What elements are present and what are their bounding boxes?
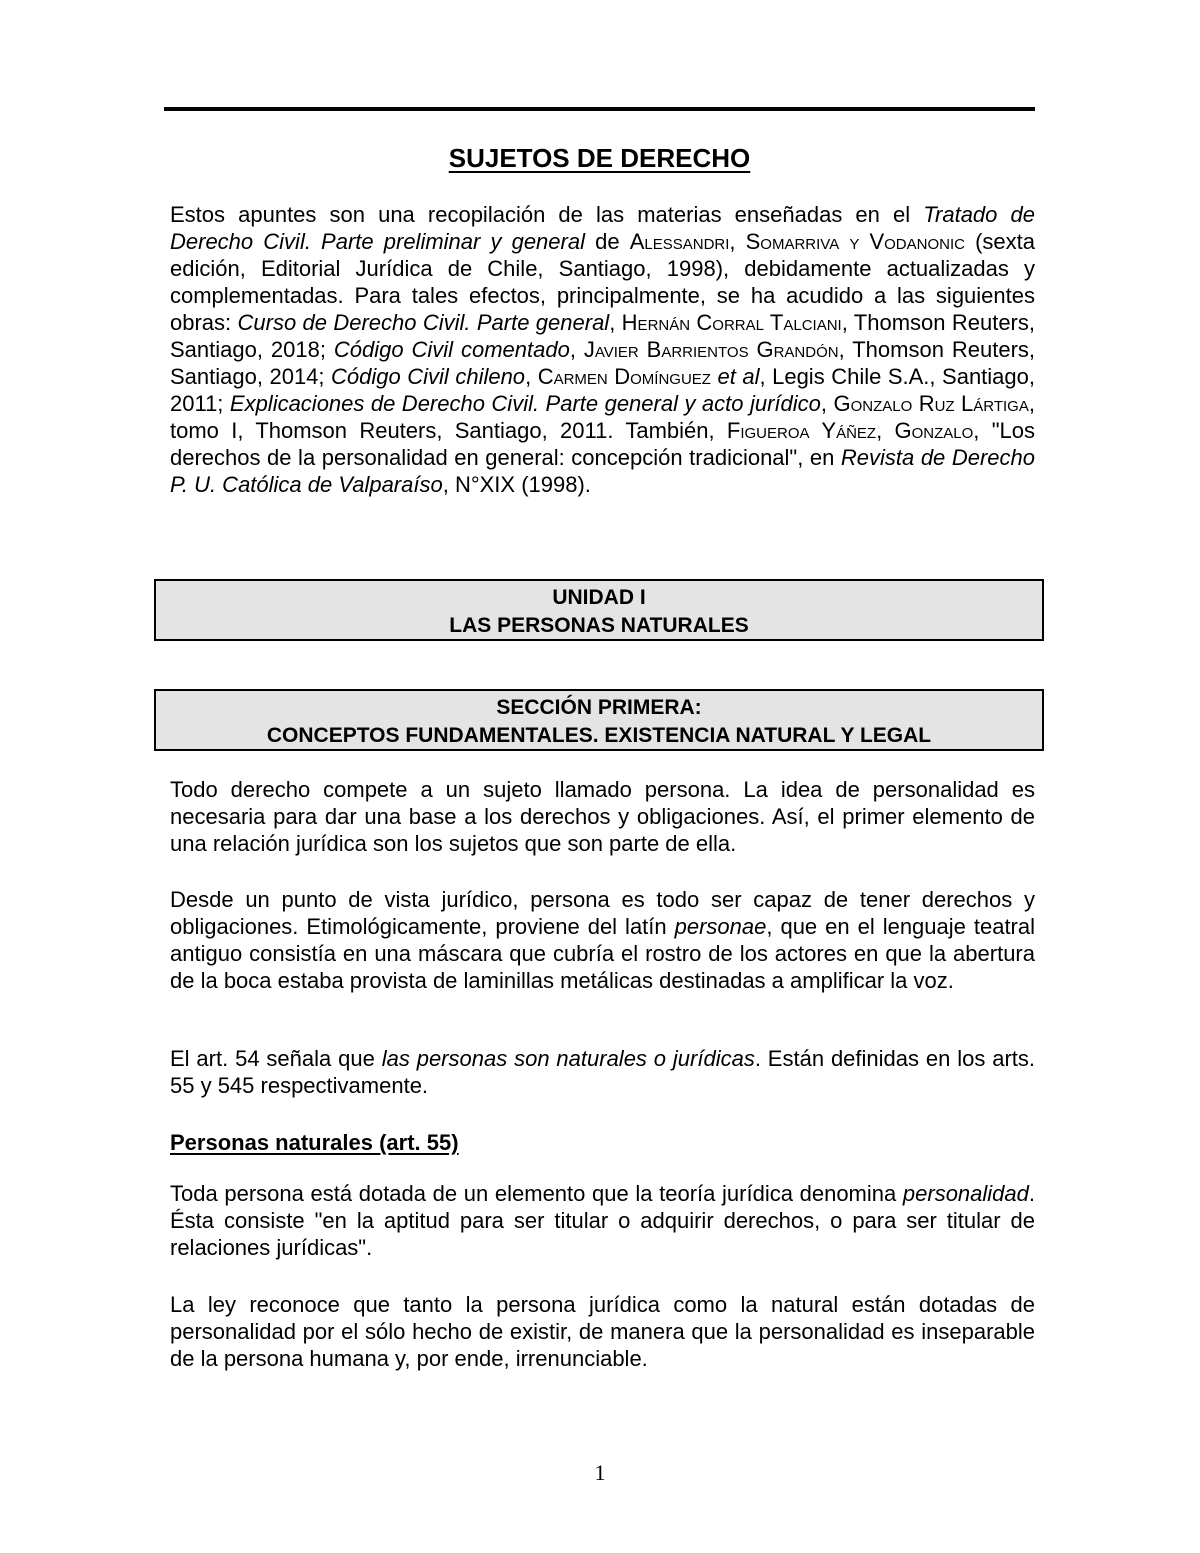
- book-title: Tratado de Derecho Civil. Parte preliminar y general: [170, 202, 1035, 254]
- seccion-label: SECCIÓN PRIMERA:: [496, 696, 702, 719]
- intro-text: , Legis Chile S.A., Santiago, 2011;: [170, 364, 1036, 416]
- subheading-personas-naturales: Personas naturales (art. 55): [170, 1130, 459, 1155]
- book-title: Explicaciones de Derecho Civil. Parte general y acto jurídico: [229, 391, 821, 416]
- author-name: Figueroa Yáñez, Gonzalo: [726, 418, 974, 443]
- latin-term: personae: [674, 914, 767, 939]
- journal-title: Revista de Derecho P. U. Católica de Valparaíso: [170, 445, 1035, 497]
- term-personalidad: personalidad: [902, 1181, 1029, 1206]
- quoted-article: las personas son naturales o jurídicas: [381, 1046, 755, 1071]
- et-al: et al: [717, 364, 760, 389]
- intro-text: Estos apuntes son una recopilación de las materias enseñadas en el: [170, 202, 924, 227]
- document-title: SUJETOS DE DERECHO: [448, 143, 751, 173]
- author-name: Carmen Domínguez: [537, 364, 711, 389]
- author-name: Hernán Corral Talciani: [621, 310, 842, 335]
- paragraph-text: Toda persona está dotada de un elemento que la teoría jurídica denomina: [170, 1181, 903, 1206]
- unidad-heading-box: [154, 579, 1044, 641]
- intro-text: , tomo I, Thomson Reuters, Santiago, 2011. También,: [170, 391, 1035, 443]
- paragraph-persona-sujeto: Todo derecho compete a un sujeto llamado persona. La idea de personalidad es necesaria para dar una base a los derechos y obligaciones. Así, el primer elemento de una relación jurídica son los sujetos que son parte de ella.: [170, 777, 1035, 856]
- top-horizontal-rule: [164, 107, 1035, 111]
- paragraph-ley-reconoce: La ley reconoce que tanto la persona jurídica como la natural están dotadas de personalidad por el sólo hecho de existir, de manera que la personalidad es inseparable de la persona humana y, por ende, irrenunciable.: [170, 1292, 1035, 1371]
- paragraph-personalidad: [170, 1180, 1035, 1261]
- intro-text: ,: [525, 364, 538, 389]
- intro-text: , N°XIX (1998).: [442, 472, 591, 497]
- paragraph-art-54: [170, 1045, 1035, 1099]
- paragraph-text: . Están definidas en los arts. 55 y 545 respectivamente.: [170, 1046, 1035, 1098]
- intro-text: ,: [569, 337, 584, 362]
- paragraph-text: Desde un punto de vista jurídico, persona es todo ser capaz de tener derechos y obligaciones. Etimológicamente, proviene del latín: [170, 887, 1035, 939]
- intro-text: (sexta edición, Editorial Jurídica de Chile, Santiago, 1998), debidamente actualizadas y complementadas. Para tales efectos, principalmente, se ha acudido a las siguientes obras:: [170, 229, 1035, 335]
- paragraph-text: , que en el lenguaje teatral antiguo consistía en una máscara que cubría el rostro de los actores en que la abertura de la boca estaba provista de laminillas metálicas destinadas a amplificar la voz.: [170, 914, 1036, 993]
- intro-text: , Thomson Reuters, Santiago, 2014;: [170, 337, 1036, 389]
- seccion-heading-box: [154, 689, 1044, 751]
- paragraph-text: . Ésta consiste "en la aptitud para ser titular o adquirir derechos, o para ser titular de relaciones jurídicas".: [170, 1181, 1035, 1260]
- seccion-title: CONCEPTOS FUNDAMENTALES. EXISTENCIA NATURAL Y LEGAL: [266, 724, 932, 747]
- book-title: Código Civil comentado: [333, 337, 570, 362]
- intro-text: de: [584, 229, 630, 254]
- book-title: Curso de Derecho Civil. Parte general: [237, 310, 610, 335]
- author-name: Gonzalo Ruz Lártiga: [833, 391, 1029, 416]
- page-number: 1: [594, 1460, 606, 1485]
- intro-paragraph: [170, 201, 1035, 498]
- author-names: Alessandri, Somarriva y Vodanonic: [629, 229, 965, 254]
- intro-text: ,: [609, 310, 622, 335]
- intro-text: , Thomson Reuters, Santiago, 2018;: [170, 310, 1035, 362]
- author-name: Javier Barrientos Grandón: [583, 337, 839, 362]
- book-title: Código Civil chileno: [331, 364, 526, 389]
- paragraph-text: El art. 54 señala que: [170, 1046, 382, 1071]
- intro-text: ,: [820, 391, 834, 416]
- unidad-title: LAS PERSONAS NATURALES: [449, 614, 749, 637]
- paragraph-persona-definicion: [170, 886, 1035, 994]
- unidad-label: UNIDAD I: [552, 586, 646, 609]
- intro-text: , "Los derechos de la personalidad en general: concepción tradicional", en: [170, 418, 1035, 470]
